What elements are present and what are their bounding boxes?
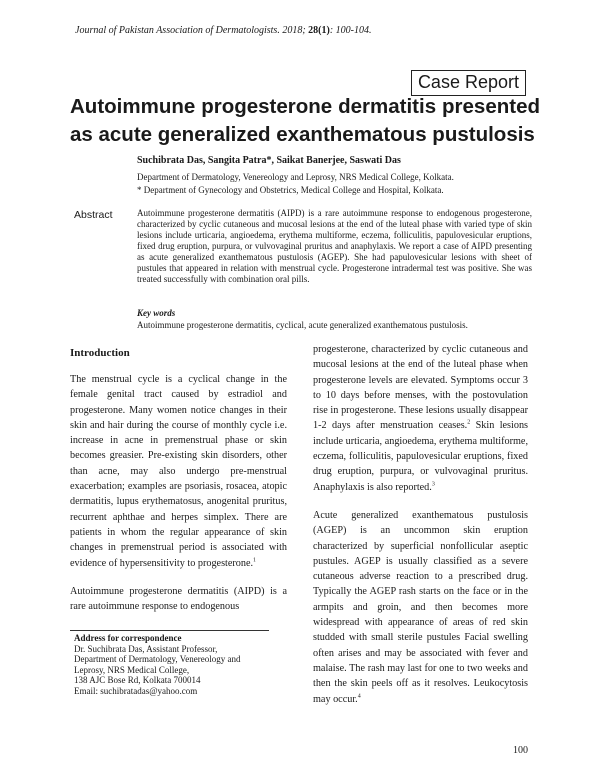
abstract-label: Abstract <box>74 209 113 221</box>
correspondence-line: Department of Dermatology, Venereology and <box>74 654 241 664</box>
article-type-badge: Case Report <box>411 70 526 96</box>
correspondence-line: Dr. Suchibrata Das, Assistant Professor, <box>74 643 218 654</box>
article-title: Autoimmune progesterone dermatitis presented as acute generalized exanthematous pustulosis <box>70 95 540 146</box>
paragraph: Acute generalized exanthematous pustulosis (AGEP) is an uncommon skin eruption characterized by superficial nonfollicular aseptic pustules. AGEP is usually classified as a severe cutaneous adverse reaction to a prescribed drug. Typically the AGEP rash starts on the face or in the armpits and groin, and then becomes more widespread with appearance of areas of red skin studded with small sterile pustules Facial swelling often arises and may be associated with fever and malaise. The rash may last for one to two weeks and then the skin peels off as it resolves. Leukocytosis may occur.$^4$ <box>313 509 528 705</box>
affiliation-line: Department of Dermatology, Venereology and Leprosy, NRS Medical College, Kolkata. <box>137 172 454 182</box>
section-heading-introduction: Introduction <box>70 347 130 359</box>
paragraph: The menstrual cycle is a cyclical change in the female genital tract caused by estradiol and progesterone. Many women notice changes in their skin and hair during the course of monthly cycle i.e. increase in acne in premenstrual phase or skin becomes greasier. Pre-existing skin disorders, other than acne, may also undergo pre-menstrual exacerbation; examples are psoriasis, rosacea, atopic dermatitis, lupus erythematosus, anogenital pruritus, recurrent aphthae and herpes simplex. There are patients in whom the regular appearance of skin changes in premenstrual period is associated with evidence of hypersensitivity to progesterone.$^1$ <box>70 374 287 569</box>
correspondence-line: Leprosy, NRS Medical College, <box>74 664 190 675</box>
abstract-text: Autoimmune progesterone dermatitis (AIPD) is a rare autoimmune response to endogenous progesterone, characterized by cyclic cutaneous and mucosal lesions at the end of the luteal phase with varied type of skin lesions include urticaria, angioedema, erythema multiforme, eczema, folliculitis, papulovesicular eruptions, fixed drug eruption, purpura, or vulvovaginal pruritus and anaphylaxis. We report a case of AIPD presenting as acute generalized exanthematous pustulosis (AGEP). She had papulovesicular lesions with sheet of pustules that appeared in relation with menstrual cycle. Progesterone intradermal test was positive. She was treated successfully with combination oral pills. <box>137 208 532 284</box>
correspondence-address <box>74 633 240 696</box>
affiliation-line: * Department of Gynecology and Obstetrics, Medical College and Hospital, Kolkata. <box>137 185 444 195</box>
journal-citation: Journal of Pakistan Association of Dermatologists. 2018; 28(1): 100-104. <box>75 25 372 36</box>
citation-ref: 1 <box>253 557 257 564</box>
paragraph: Autoimmune progesterone dermatitis (AIPD) is a rare autoimmune response to endogenous <box>70 585 287 613</box>
keywords-heading: Key words <box>137 308 176 318</box>
correspondence-line: 138 AJC Bose Rd, Kolkata 700014 <box>74 675 201 685</box>
body-column-right <box>313 342 528 720</box>
citation-ref: 2 <box>467 420 471 427</box>
body-column-left <box>70 372 287 627</box>
page-number: 100 <box>513 745 528 756</box>
correspondence-email: Email: suchibratadas@yahoo.com <box>74 685 198 696</box>
citation-ref: 4 <box>357 693 361 700</box>
correspondence-heading: Address for correspondence <box>74 633 182 643</box>
affiliations <box>137 171 454 197</box>
author-list: Suchibrata Das, Sangita Patra*, Saikat Banerjee, Saswati Das <box>137 155 401 166</box>
citation-ref: 3 <box>431 481 435 488</box>
footnote-divider <box>70 630 269 631</box>
paragraph: progesterone, characterized by cyclic cutaneous and mucosal lesions at the end of the luteal phase when progesterone levels are elevated. Symptoms occur 3 to 10 days before menses, with the postovulation rise in progesterone. These lesions usually disappear 1-2 days after menstruation ceases.$^2$ Skin lesions include urticaria, angioedema, erythema multiforme, eczema, folliculitis, papulovesicular eruptions, fixed drug eruption, purpura, or vulvovaginal pruritus. Anaphylaxis is also reported.$^3$ <box>313 344 528 493</box>
keywords-text: Autoimmune progesterone dermatitis, cyclical, acute generalized exanthematous pustulosis. <box>137 320 468 330</box>
